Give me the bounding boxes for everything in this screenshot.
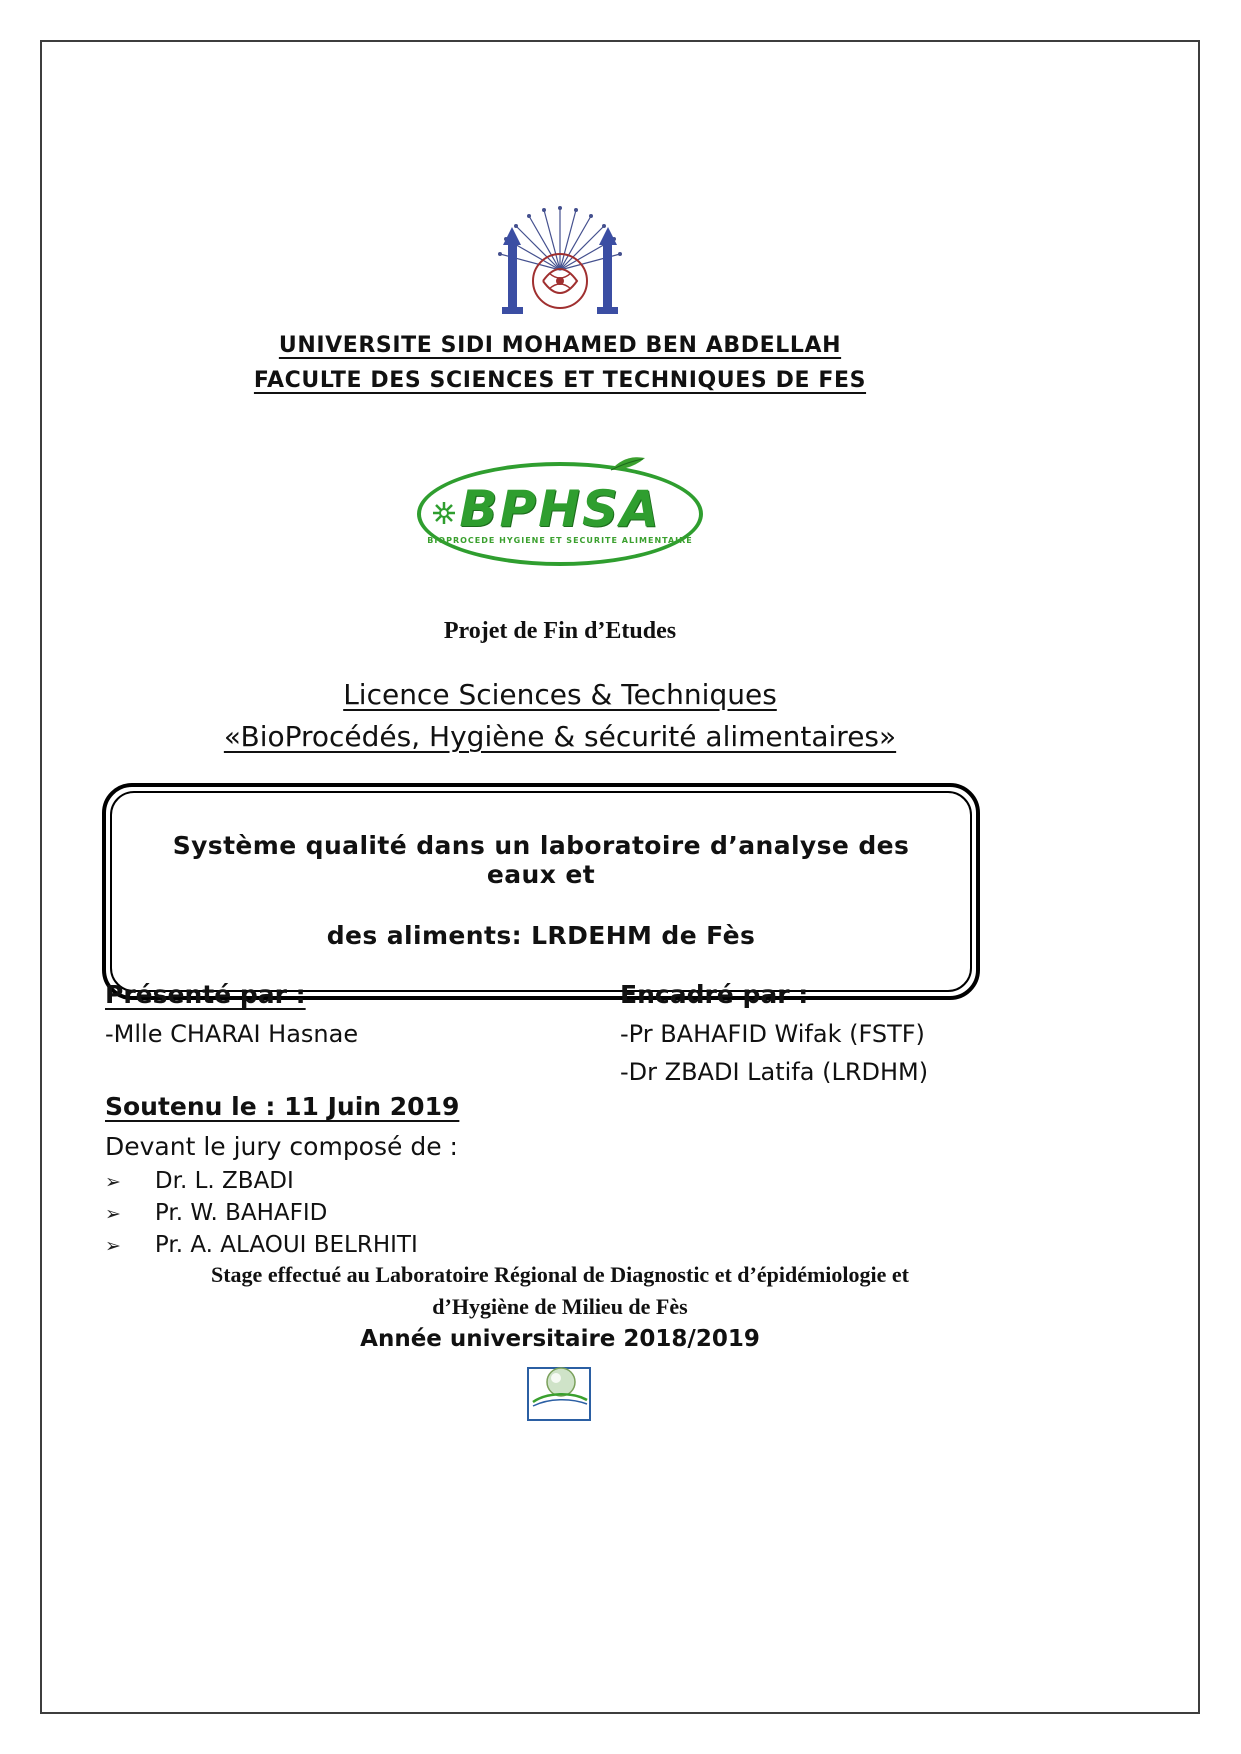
faculty-name: FACULTE DES SCIENCES ET TECHNIQUES DE FES xyxy=(253,368,867,393)
presented-by-name: -Mlle CHARAI Hasnae xyxy=(105,1020,359,1048)
supervisor-1: -Pr BAHAFID Wifak (FSTF) xyxy=(620,1020,925,1048)
bphsa-logo xyxy=(60,462,1060,566)
jury-member-name: Pr. A. ALAOUI BELRHITI xyxy=(154,1232,418,1258)
bphsa-star-icon xyxy=(431,500,457,530)
presented-by-label: Présenté par : xyxy=(105,980,306,1009)
university-name: UNIVERSITE SIDI MOHAMED BEN ABDELLAH xyxy=(278,333,842,358)
university-crest-svg xyxy=(485,185,635,330)
jury-member xyxy=(105,1200,327,1226)
internship-location-line2: d’Hygiène de Milieu de Fès xyxy=(432,1294,688,1319)
thesis-title-line2: des aliments: LRDEHM de Fès xyxy=(326,921,756,950)
jury-member-name: Pr. W. BAHAFID xyxy=(154,1200,328,1226)
supervised-by-label: Encadré par : xyxy=(620,980,809,1009)
jury-intro: Devant le jury composé de : xyxy=(105,1132,458,1161)
arrow-bullet-icon: ➢ xyxy=(105,1235,121,1257)
bphsa-logo-subtext: BIOPROCEDE HYGIENE ET SECURITE ALIMENTAIRE xyxy=(427,535,693,545)
jury-member xyxy=(105,1232,418,1258)
lab-logo-icon xyxy=(60,1358,1060,1424)
jury-member xyxy=(105,1168,294,1194)
thesis-title-line1: Système qualité dans un laboratoire d’analyse des eaux et xyxy=(172,831,910,889)
arrow-bullet-icon: ➢ xyxy=(105,1203,121,1225)
title-box-inner xyxy=(110,791,972,992)
title-box xyxy=(102,783,980,1000)
defense-date: Soutenu le : 11 Juin 2019 xyxy=(105,1092,460,1121)
university-crest-icon xyxy=(60,185,1060,334)
project-type: Projet de Fin d’Etudes xyxy=(443,618,677,644)
internship-location-line1: Stage effectué au Laboratoire Régional de Diagnostic et d’épidémiologie et xyxy=(211,1262,909,1287)
bphsa-leaf-icon xyxy=(607,454,647,478)
lab-logo-svg xyxy=(525,1358,595,1424)
supervisor-2: -Dr ZBADI Latifa (LRDHM) xyxy=(620,1058,929,1086)
bphsa-logo-text: BPHSA xyxy=(459,479,661,538)
degree-name: Licence Sciences & Techniques xyxy=(343,678,777,711)
bphsa-logo-ellipse xyxy=(417,462,703,566)
jury-member-name: Dr. L. ZBADI xyxy=(154,1168,294,1194)
arrow-bullet-icon: ➢ xyxy=(105,1171,121,1193)
speciality-name: «BioProcédés, Hygiène & sécurité alimentaires» xyxy=(223,720,897,753)
content-area xyxy=(60,0,1060,1754)
academic-year: Année universitaire 2018/2019 xyxy=(360,1326,760,1352)
